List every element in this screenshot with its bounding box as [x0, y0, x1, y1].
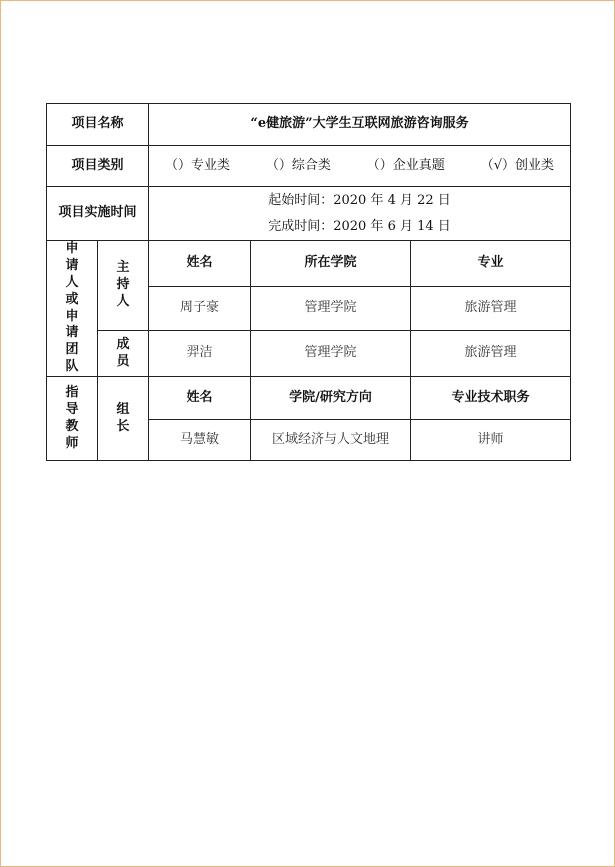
advisor-header-name: 姓名	[149, 377, 251, 420]
start-time: 起始时间：2020 年 4 月 22 日	[268, 192, 451, 208]
member-row	[47, 331, 571, 377]
project-time-row	[47, 187, 571, 241]
project-type-label: 项目类别	[47, 146, 149, 187]
project-time-values	[149, 187, 571, 241]
project-type-row	[47, 146, 571, 187]
applicant-header-row	[47, 241, 571, 287]
advisor-group-label: 指 导 教 师	[47, 377, 98, 461]
advisor-name: 马慧敏	[149, 420, 251, 461]
header-major: 专业	[411, 241, 571, 287]
option-enterprise: （）企业真题	[366, 157, 445, 173]
advisor-header-title: 专业技术职务	[411, 377, 571, 420]
application-form-table	[46, 103, 571, 461]
host-college: 管理学院	[251, 286, 411, 331]
member-name: 羿洁	[149, 331, 251, 377]
host-major: 旅游管理	[411, 286, 571, 331]
advisor-header-direction: 学院/研究方向	[251, 377, 411, 420]
project-time-label: 项目实施时间	[47, 187, 149, 241]
leader-label: 组 长	[98, 377, 149, 461]
option-professional: （）专业类	[165, 157, 231, 173]
project-type-options	[149, 146, 571, 187]
project-name-value: “e健旅游”大学生互联网旅游咨询服务	[149, 104, 571, 146]
host-name: 周子豪	[149, 286, 251, 331]
member-college: 管理学院	[251, 331, 411, 377]
end-time: 完成时间：2020 年 6 月 14 日	[268, 218, 451, 234]
host-label: 主 持 人	[98, 241, 149, 331]
project-name-label: 项目名称	[47, 104, 149, 146]
project-name-row	[47, 104, 571, 146]
advisor-header-row	[47, 377, 571, 420]
advisor-direction: 区域经济与人文地理	[251, 420, 411, 461]
option-comprehensive: （）综合类	[265, 157, 331, 173]
advisor-title: 讲师	[411, 420, 571, 461]
header-college: 所在学院	[251, 241, 411, 287]
applicant-group-label: 申 请 人 或 申 请 团 队	[47, 241, 98, 377]
member-major: 旅游管理	[411, 331, 571, 377]
header-name: 姓名	[149, 241, 251, 287]
member-label: 成 员	[98, 331, 149, 377]
option-entrepreneurship: （√）创业类	[480, 157, 554, 173]
